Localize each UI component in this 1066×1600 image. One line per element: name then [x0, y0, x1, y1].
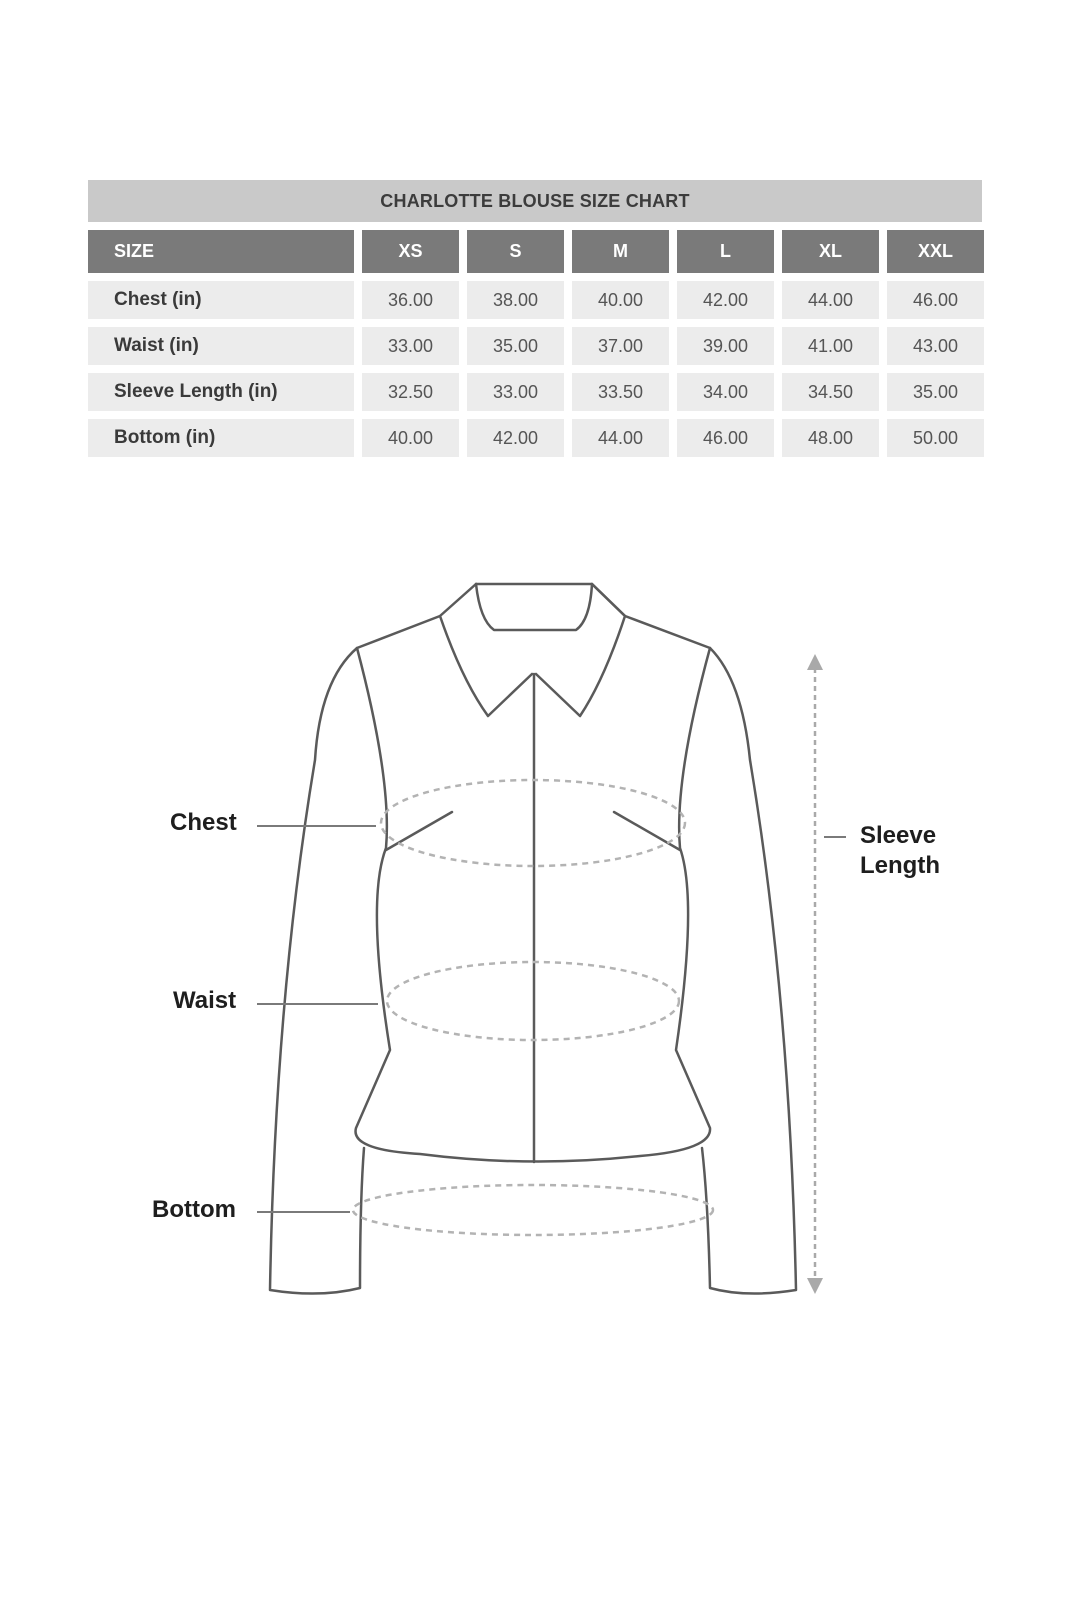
- table-cell: 48.00: [782, 419, 879, 457]
- table-cell: 35.00: [887, 373, 984, 411]
- table-cell: 43.00: [887, 327, 984, 365]
- table-cell: 33.00: [362, 327, 459, 365]
- sleeve-length-label-line1: Sleeve: [860, 822, 937, 849]
- sleeve-length-label-line2: Length: [860, 852, 940, 879]
- row-label-bottom: Bottom (in): [88, 419, 354, 457]
- table-cell: 33.00: [467, 373, 564, 411]
- table-cell: 46.00: [677, 419, 774, 457]
- header-size-xxl: XXL: [887, 230, 984, 273]
- table-cell: 39.00: [677, 327, 774, 365]
- table-cell: 40.00: [362, 419, 459, 457]
- chest-label: Chest: [170, 809, 237, 836]
- table-cell: 36.00: [362, 281, 459, 319]
- waist-label: Waist: [173, 987, 237, 1014]
- collar-back: [476, 584, 625, 616]
- table-cell: 40.00: [572, 281, 669, 319]
- bottom-measure-ellipse: [353, 1185, 713, 1235]
- header-size-xl: XL: [782, 230, 879, 273]
- table-cell: 32.50: [362, 373, 459, 411]
- header-size-s: S: [467, 230, 564, 273]
- right-dart: [614, 812, 680, 850]
- row-label-chest: Chest (in): [88, 281, 354, 319]
- bottom-label: Bottom: [152, 1196, 236, 1223]
- left-dart: [386, 812, 452, 850]
- size-chart-title: CHARLOTTE BLOUSE SIZE CHART: [88, 180, 982, 222]
- header-size-xs: XS: [362, 230, 459, 273]
- size-chart-table: [88, 230, 982, 457]
- table-cell: 41.00: [782, 327, 879, 365]
- table-cell: 46.00: [887, 281, 984, 319]
- table-cell: 42.00: [677, 281, 774, 319]
- table-cell: 42.00: [467, 419, 564, 457]
- table-cell: 50.00: [887, 419, 984, 457]
- header-size-l: L: [677, 230, 774, 273]
- table-cell: 34.50: [782, 373, 879, 411]
- sleeve-length-arrow: [807, 654, 823, 1294]
- row-label-sleeve-length: Sleeve Length (in): [88, 373, 354, 411]
- right-sleeve-outline: [702, 648, 796, 1294]
- table-cell: 44.00: [572, 419, 669, 457]
- collar-right: [536, 584, 625, 716]
- table-cell: 44.00: [782, 281, 879, 319]
- header-size-label: SIZE: [88, 230, 354, 273]
- row-label-waist: Waist (in): [88, 327, 354, 365]
- left-sleeve-outline: [270, 648, 364, 1294]
- collar-stand: [476, 584, 592, 630]
- header-size-m: M: [572, 230, 669, 273]
- table-cell: 33.50: [572, 373, 669, 411]
- table-cell: 35.00: [467, 327, 564, 365]
- table-cell: 37.00: [572, 327, 669, 365]
- collar-left: [440, 584, 532, 716]
- table-cell: 34.00: [677, 373, 774, 411]
- table-cell: 38.00: [467, 281, 564, 319]
